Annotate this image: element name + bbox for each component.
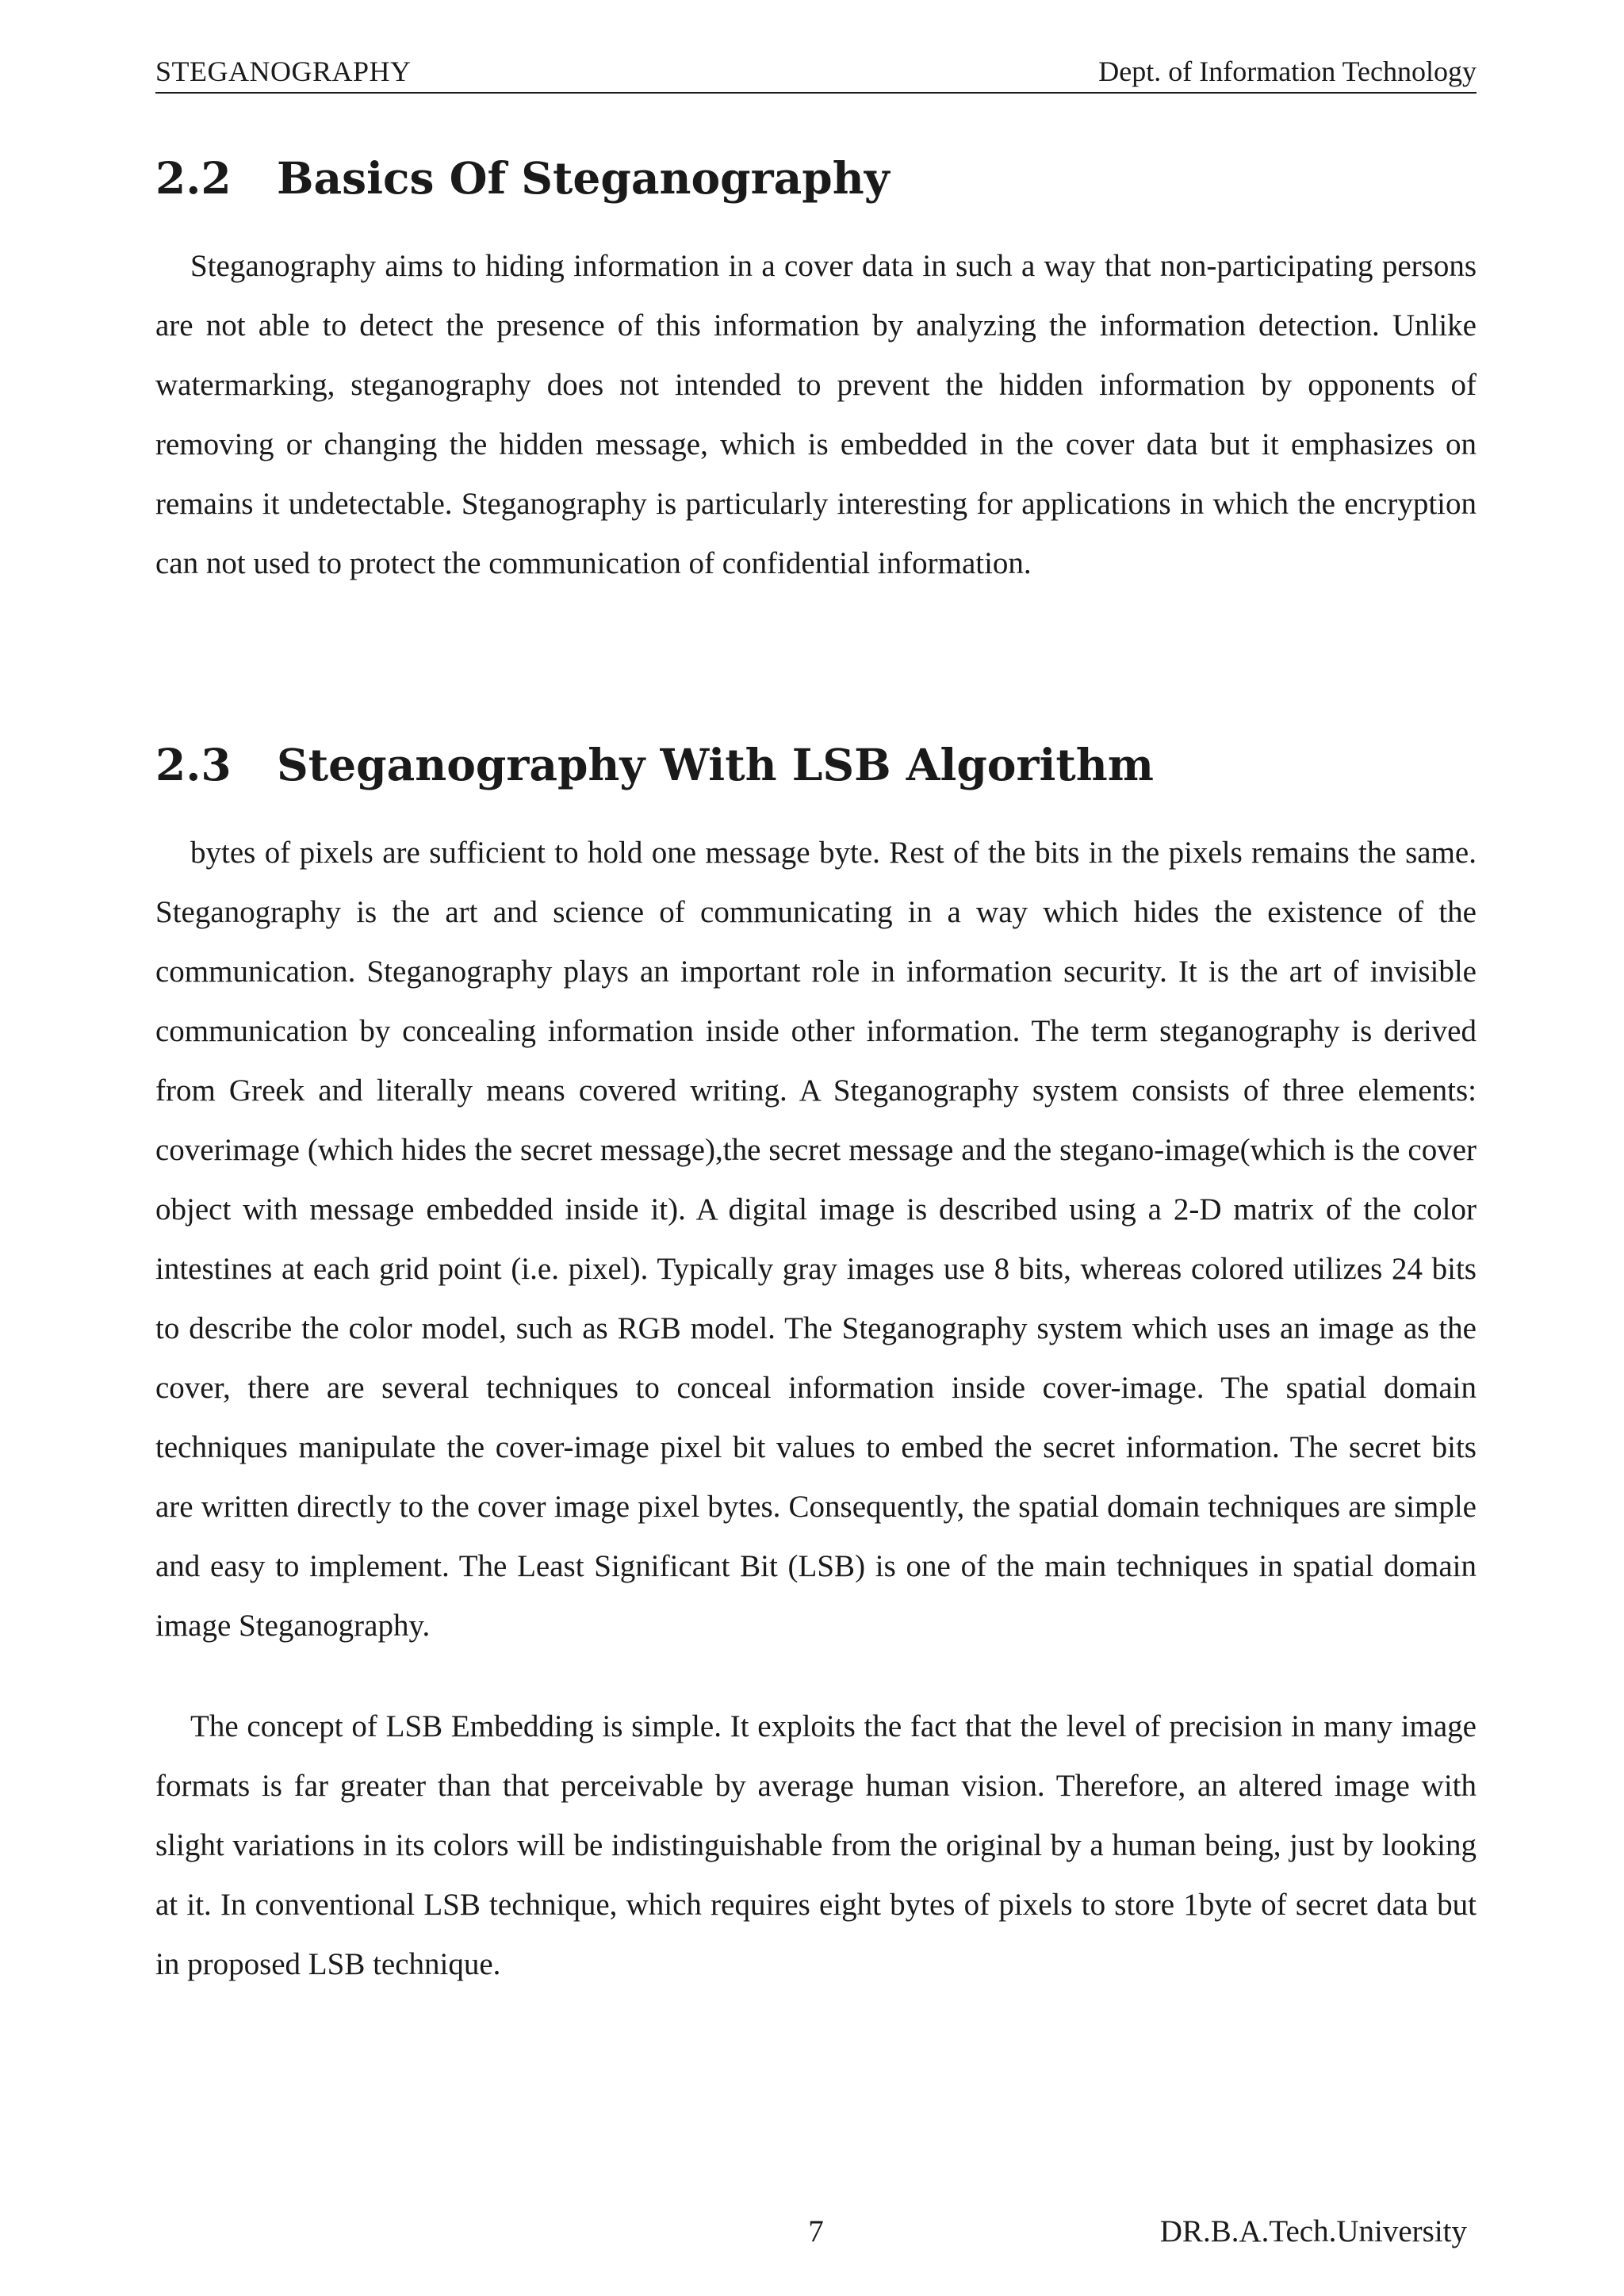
header-department: Dept. of Information Technology — [1098, 55, 1477, 87]
paragraph: The concept of LSB Embedding is simple. It exploits the fact that the level of precision in many image formats is far greater than that perceivable by average human vision. Therefore, an altered image with slight variations in its colors will be indistinguishable from the original by a human being, just by looking at it. In conventional LSB technique, which requires eight bytes of pixels to store 1byte of secret data but in proposed LSB technique. — [155, 1709, 1477, 1981]
page-footer — [155, 2212, 1477, 2252]
running-header — [155, 51, 1477, 94]
page-number: 7 — [808, 2214, 824, 2248]
section-steganography-with-lsb — [155, 737, 1477, 1994]
section-heading — [155, 151, 1477, 206]
section-basics-of-steganography — [155, 151, 1477, 593]
section-number: 2.3 — [155, 739, 232, 790]
paragraph: bytes of pixels are sufficient to hold one message byte. Rest of the bits in the pixels remains the same. Steganography is the art and science of communicating in a way which hides the existence of the communication. Steganography plays an important role in information security. It is the art of invisible communication by concealing information inside other information. The term steganography is derived from Greek and literally means covered writing. A Steganography system consists of three elements: coverimage (which hides the secret message),the secret message and the stegano-image(which is the cover object with message embedded inside it). A digital image is described using a 2-D matrix of the color intestines at each grid point (i.e. pixel). Typically gray images use 8 bits, whereas colored utilizes 24 bits to describe the color model, such as RGB model. The Steganography system which uses an image as the cover, there are several techniques to conceal information inside cover-image. The spatial domain techniques manipulate the cover-image pixel bit values to embed the secret information. The secret bits are written directly to the cover image pixel bytes. Consequently, the spatial domain techniques are simple and easy to implement. The Least Significant Bit (LSB) is one of the main techniques in spatial domain image Steganography. — [155, 836, 1477, 1643]
section-heading — [155, 737, 1477, 793]
section-number: 2.2 — [155, 152, 232, 204]
section-title: Basics Of Steganography — [277, 152, 890, 204]
section-title: Steganography With LSB Algorithm — [277, 739, 1154, 790]
header-left-title: STEGANOGRAPHY — [155, 55, 412, 87]
footer-institution: DR.B.A.Tech.University — [1159, 2214, 1467, 2248]
paragraph: Steganography aims to hiding information in a cover data in such a way that non-participating persons are not able to detect the presence of this information by analyzing the information detection. Unlike watermarking, steganography does not intended to prevent the hidden information by opponents of removing or changing the hidden message, which is embedded in the cover data but it emphasizes on remains it undetectable. Steganography is particularly interesting for applications in which the encryption can not used to protect the communication of confidential information. — [155, 249, 1477, 580]
